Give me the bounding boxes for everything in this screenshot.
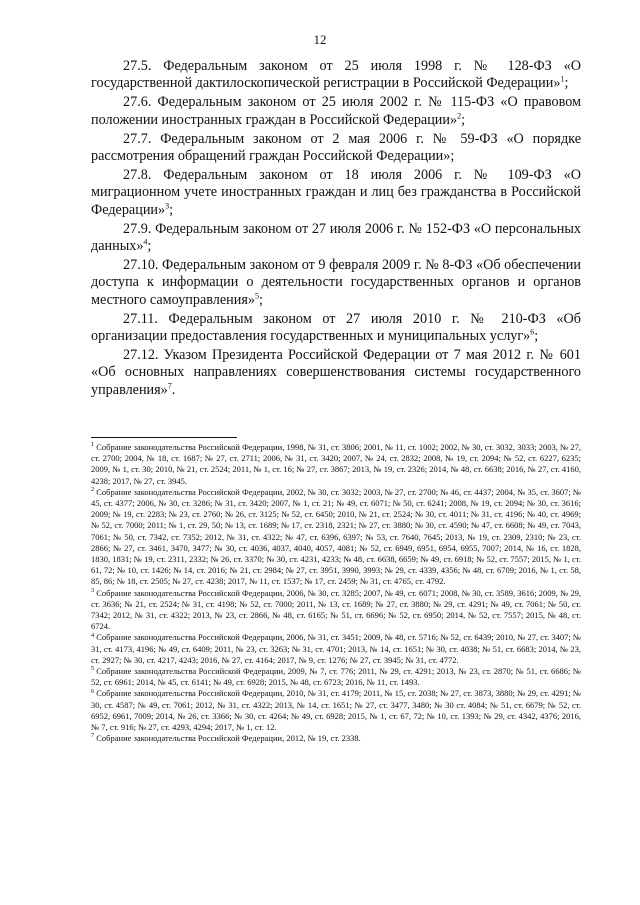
footnote-number: 4 [91, 631, 95, 639]
item-punctuation: ; [564, 75, 569, 92]
footnote-ref[interactable]: 6 [530, 327, 535, 337]
item-text: 27.9. Федеральным законом от 27 июля 2006 г. № 152-ФЗ «О персональных данных» [91, 220, 581, 255]
footnote-6 [91, 688, 581, 733]
footnote-3 [91, 588, 581, 633]
item-punctuation: ; [259, 291, 263, 308]
footnote-number: 7 [91, 732, 95, 740]
footnote-1 [91, 442, 581, 487]
footnotes-section [91, 442, 581, 744]
item-punctuation: ; [169, 201, 174, 218]
item-punctuation: . [171, 381, 176, 398]
item-text: 27.11. Федеральным законом от 27 июля 2010 г. № 210-ФЗ «Об организации предоставления государственных и муниципальных услуг» [91, 310, 581, 345]
list-item-27-12 [91, 347, 581, 399]
footnote-5 [91, 666, 581, 688]
item-text: 27.8. Федеральным законом от 18 июля 2006 г. № 109-ФЗ «О миграционном учете иностранных граждан и лиц без гражданства в Российской Федерации» [91, 167, 581, 218]
footnote-ref[interactable]: 3 [165, 200, 170, 210]
footnote-number: 2 [91, 485, 95, 493]
footnote-divider [91, 437, 237, 438]
footnote-4 [91, 632, 581, 666]
footnote-ref[interactable]: 2 [457, 110, 462, 120]
footnote-ref[interactable]: 5 [255, 290, 259, 300]
footnote-ref[interactable]: 7 [167, 380, 172, 390]
item-text: 27.6. Федеральным законом от 25 июля 2002 г. № 115-ФЗ «О правовом положении иностранных граждан в Российской Федерации» [91, 94, 581, 128]
list-item-27-9 [91, 221, 581, 255]
document-body [91, 58, 581, 401]
footnote-text: Собрание законодательства Российской Федерации, 2002, № 30, ст. 3032; 2003, № 27, ст. 2700; № 46, ст. 4437; 2004, № 35, ст. 3607; № 45, ст. 4377; 2006, № 30, ст. 3286; № 31, ст. 3420; 2007, № 1, ст. 21; № 49, ст. 6071; № 50, ст. 6241; 2008, № 19, ст. 2094; № 30, ст. 3616; 2009; № 19, ст. 2283; № 23, ст. 2760; № 26, ст. 3125; № 52, ст. 6450; 2010, № 21, ст. 2524; № 30, ст. 4011; № 31, ст. 4196; № 40, ст. 4969; № 52, ст. 7000; 2011; № 1, ст. 29, 50; № 13, ст. 1689; № 17, ст. 2318, 2321; № 27, ст. 3880; № 30, ст. 4590; № 47, ст. 6608; № 49, ст. 7043, 7061; № 50, ст. 7342, ст. 7352; 2012, № 31, ст. 4322; № 47, ст. 6396, 6397; № 53, ст. 7640, 7645; 2013, № 19, ст. 2309, 2310; № 23, ст. 2866; № 27, ст. 3461, 3470, 3477; № 30, ст. 4036, 4037, 4040, 4057, 4081; № 52, ст. 6949, 6951, 6954, 6955, 7007; 2014, № 16, ст. 1828, 1830, 1831; № 19, ст. 2311, 2332; № 26, ст. 3370; № 30, ст. 4231, 4233; № 48, ст. 6638, 6659; № 49, ст. 6918; № 52, ст. 7557; 2015, № 1, ст. 61, 72; № 10, ст. 1426; № 14, ст. 2016; № 21, ст. 2984; № 27, ст. 3951, 3990, 3993; № 29, ст. 4339, 4356; № 48, ст. 6709; 2016, № 1, ст. 58, 85, 86; № 18, ст. 2505; № 27, ст. 4238; 2017, № 11, ст. 1537; № 17, ст. 2459; № 31, ст. 4765, ст. 4792. [91, 486, 581, 587]
footnote-number: 3 [91, 586, 95, 594]
footnote-number: 1 [91, 441, 95, 449]
footnote-ref[interactable]: 1 [560, 74, 565, 84]
footnote-text: Собрание законодательства Российской Федерации, 2006, № 31, ст. 3451; 2009, № 48, ст. 5716; № 52, ст. 6439; 2010, № 27, ст. 3407; № 31, ст. 4173, 4196; № 49, ст. 6409; 2011, № 23, ст. 3263; № 31, ст. 4701; 2013, № 14, ст. 1651; № 30, ст. 4038; № 51, ст. 6683; 2014, № 23, ст. 2927; № 30, ст. 4217, 4243; 2016, № 27, ст. 4164; 2017, № 9, ст. 1276; № 27, ст. 3945; № 31, ст. 4772. [91, 632, 581, 665]
item-punctuation: ; [147, 238, 152, 255]
footnote-number: 5 [91, 665, 95, 673]
footnote-text: Собрание законодательства Российской Федерации, 2012, № 19, ст. 2338. [96, 733, 361, 744]
item-text: 27.7. Федеральным законом от 2 мая 2006 г. № 59-ФЗ «О порядке рассмотрения обращений граждан Российской Федерации»; [91, 130, 581, 165]
footnote-text: Собрание законодательства Российской Федерации, 1998, № 31, ст. 3806; 2001, № 11, ст. 1002; 2002, № 30, ст. 3032, 3033; 2003, № 27, ст. 2700; 2004, № 18, ст. 1687; № 27, ст. 2711; 2006, № 31, ст. 3420; 2007, № 24, ст. 2832; 2008, № 19, ст. 2094; № 52, ст. 6227, 6235; 2009, № 1, ст. 30; 2010, № 21, ст. 2524; 2011, № 1, ст. 16; № 27, ст. 3867; 2013, № 19, ст. 2326; 2014, № 48, ст. 6638; 2016, № 27, ст. 4160, 4238; 2017, № 27, ст. 3945. [91, 442, 581, 486]
list-item-27-10 [91, 257, 581, 309]
list-item-27-5 [91, 58, 581, 92]
item-punctuation: ; [534, 328, 539, 345]
item-punctuation: ; [461, 111, 466, 128]
footnote-text: Собрание законодательства Российской Федерации, 2010, № 31, ст. 4179; 2011, № 15, ст. 2038; № 27, ст. 3873, 3880; № 29, ст. 4291; № 30, ст. 4587; № 49, ст. 7061; 2012, № 31, ст. 4322; 2013, № 14, ст. 1651; № 27, ст. 3477, 3480; № 30 ст. 4084; № 51, ст. 6679; № 52, ст. 6952, 6961, 7009; 2014, № 26, ст. 3366; № 30, ст. 4264; № 49, ст. 6928; 2015, № 1, ст. 67, 72; № 10, ст. 1393; № 29, ст. 4342, 4376; 2016, № 7, ст. 916; № 27, ст. 4293, 4294; 2017, № 1, ст. 12. [91, 688, 581, 733]
item-text: 27.10. Федеральным законом от 9 февраля 2009 г. № 8-ФЗ «Об обеспечении доступа к информации о деятельности государственных органов и органов местного самоуправления» [91, 257, 581, 308]
footnote-text: Собрание законодательства Российской Федерации, 2006, № 30, ст. 3285; 2007, № 49, ст. 6071; 2008, № 30, ст. 3589, 3616; 2009, № 29, ст. 3636; № 21, ст. 2524; № 31, ст. 4198; № 52, ст. 7000; 2011, № 13, ст. 1689; № 27, ст. 3880; № 29, ст. 4291; № 49, ст. 7061; № 50, ст. 7342; 2012, № 31, ст. 4322; 2013, № 23, ст. 2866, № 48, ст. 6165; № 51, ст. 6696; № 52, ст. 6950; 2014, № 52, ст. 7557; 2015, № 48, ст. 6724. [91, 587, 581, 632]
item-text: 27.12. Указом Президента Российской Федерации от 7 мая 2012 г. № 601 «Об основных направлениях совершенствования системы государственного управления» [91, 347, 581, 398]
page-number: 12 [313, 32, 327, 47]
footnote-2 [91, 487, 581, 588]
footnote-number: 6 [91, 687, 95, 695]
footnote-text: Собрание законодательства Российской Федерации, 2009, № 7, ст. 776; 2011, № 29, ст. 4291; 2013, № 23, ст. 2870; № 51, ст. 6686; № 52, ст. 6961; 2014, № 45, ст. 6141; № 49, ст. 6928; 2015, № 48, ст. 6723; 2016, № 11, ст. 1493. [91, 666, 581, 688]
list-item-27-6 [91, 94, 581, 128]
footnote-7 [91, 733, 581, 744]
list-item-27-8 [91, 167, 581, 219]
list-item-27-11 [91, 311, 581, 345]
footnote-ref[interactable]: 4 [143, 237, 148, 247]
item-text: 27.5. Федеральным законом от 25 июля 1998 г. № 128-ФЗ «О государственной дактилоскопической регистрации в Российской Федерации» [91, 58, 581, 92]
list-item-27-7 [91, 131, 581, 165]
